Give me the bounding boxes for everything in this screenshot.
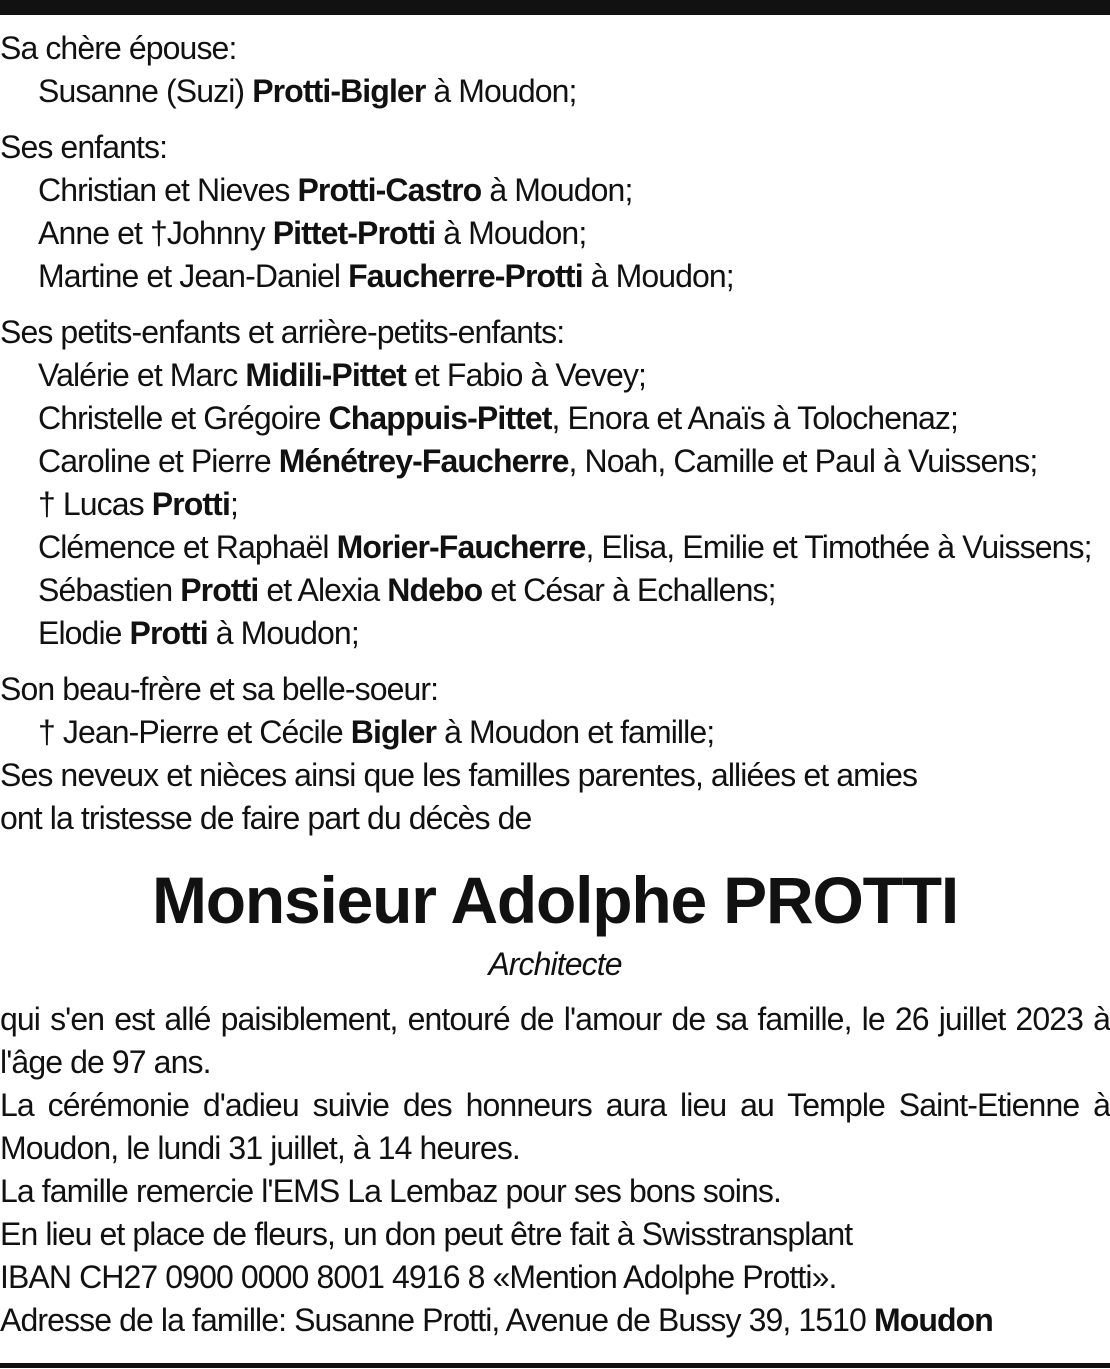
family-name: Pittet-Protti: [272, 215, 436, 251]
spouse-heading: Sa chère épouse:: [0, 30, 237, 66]
family-name: Chappuis-Pittet: [328, 400, 552, 436]
entry-text: à Moudon;: [481, 172, 633, 208]
grandchildren-heading: Ses petits-enfants et arrière-petits-enfants:: [0, 314, 565, 350]
entry-text: Valérie et Marc: [38, 357, 246, 393]
entry-text: ;: [229, 486, 238, 522]
entry-text: Susanne (Suzi): [38, 73, 253, 109]
family-name: Protti-Castro: [297, 172, 482, 208]
obituary-notice: [0, 27, 1110, 1342]
grandchild-entry: [0, 569, 1110, 612]
child-entry: [0, 169, 1110, 212]
bottom-rule: [0, 1363, 1110, 1368]
iban-line: IBAN CH27 0900 0000 8001 4916 8 «Mention Adolphe Protti».: [0, 1259, 837, 1295]
in-laws-entry: [0, 711, 1110, 754]
children-heading: Ses enfants:: [0, 129, 168, 165]
in-laws-heading: Son beau-frère et sa belle-soeur:: [0, 671, 439, 707]
entry-text: Caroline et Pierre: [38, 443, 279, 479]
family-name: Protti: [180, 572, 259, 608]
top-rule: [0, 0, 1110, 15]
child-entry: [0, 255, 1110, 298]
grandchild-entry: [0, 354, 1110, 397]
grandchild-entry: [0, 526, 1110, 569]
child-entry: [0, 212, 1110, 255]
family-name: Morier-Faucherre: [336, 529, 586, 565]
entry-text: , Elisa, Emilie et Timothée à Vuissens;: [585, 529, 1092, 565]
family-name: Protti: [151, 486, 230, 522]
closing-section: [0, 754, 1110, 840]
children-section: [0, 126, 1110, 298]
entry-text: † Jean-Pierre et Cécile: [38, 714, 351, 750]
entry-text: Elodie: [38, 615, 130, 651]
address-text: Adresse de la famille: Susanne Protti, Avenue de Bussy 39, 1510: [0, 1302, 874, 1338]
grandchild-entry: [0, 483, 1110, 526]
family-name: Faucherre-Protti: [348, 258, 583, 294]
entry-text: à Moudon;: [435, 215, 587, 251]
donation-line: En lieu et place de fleurs, un don peut être fait à Swisstransplant: [0, 1216, 853, 1252]
closing-line: ont la tristesse de faire part du décès de: [0, 800, 532, 836]
family-name: Ndebo: [387, 572, 483, 608]
entry-text: à Moudon;: [582, 258, 734, 294]
entry-text: et Fabio à Vevey;: [406, 357, 647, 393]
entry-text: , Enora et Anaïs à Tolochenaz;: [551, 400, 958, 436]
address-line: [0, 1299, 1110, 1342]
entry-text: et César à Echallens;: [482, 572, 776, 608]
ceremony-paragraph: La cérémonie d'adieu suivie des honneurs aura lieu au Temple Saint-Etienne à Moudon, le lundi 31 juillet, à 14 heures.: [0, 1087, 1110, 1166]
in-laws-section: [0, 668, 1110, 754]
entry-text: , Noah, Camille et Paul à Vuissens;: [568, 443, 1038, 479]
entry-text: à Moudon;: [425, 73, 577, 109]
deceased-name: Monsieur Adolphe PROTTI: [152, 863, 958, 937]
family-name: Protti-Bigler: [252, 73, 426, 109]
closing-line: Ses neveux et nièces ainsi que les familles parentes, alliées et amies: [0, 757, 918, 793]
deceased-profession: Architecte: [488, 946, 622, 982]
entry-text: Christian et Nieves: [38, 172, 298, 208]
family-name: Midili-Pittet: [245, 357, 407, 393]
family-name: Bigler: [350, 714, 437, 750]
entry-text: Christelle et Grégoire: [38, 400, 329, 436]
address-city: Moudon: [873, 1302, 993, 1338]
grandchild-entry: [0, 397, 1110, 440]
entry-text: Sébastien: [38, 572, 181, 608]
thanks-line: La famille remercie l'EMS La Lembaz pour ses bons soins.: [0, 1173, 781, 1209]
entry-text: Martine et Jean-Daniel: [38, 258, 349, 294]
entry-text: à Moudon;: [207, 615, 359, 651]
entry-text: † Lucas: [38, 486, 152, 522]
entry-text: Clémence et Raphaël: [38, 529, 337, 565]
passing-paragraph: qui s'en est allé paisiblement, entouré de l'amour de sa famille, le 26 juillet 2023 à l'âge de 97 ans.: [0, 1001, 1110, 1080]
spouse-section: [0, 27, 1110, 113]
spouse-entry: [0, 70, 1110, 113]
entry-text: à Moudon et famille;: [436, 714, 715, 750]
entry-text: Anne et †Johnny: [38, 215, 273, 251]
family-name: Protti: [129, 615, 208, 651]
grandchild-entry: [0, 612, 1110, 655]
entry-text: et Alexia: [258, 572, 388, 608]
grandchildren-section: [0, 311, 1110, 655]
grandchild-entry: [0, 440, 1110, 483]
family-name: Ménétrey-Faucherre: [278, 443, 569, 479]
